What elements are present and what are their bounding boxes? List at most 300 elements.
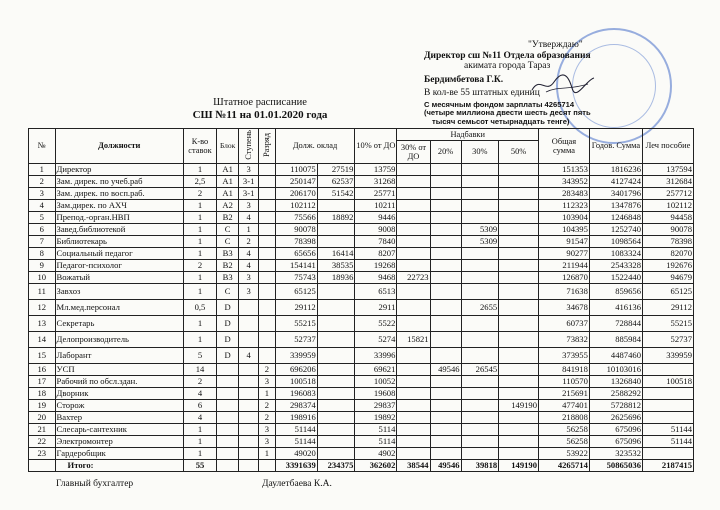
row-number: 4 [29, 200, 56, 212]
row-number: 23 [29, 448, 56, 460]
row-a30do [397, 412, 430, 424]
totals-a30do: 38544 [397, 460, 430, 472]
row-number: 9 [29, 260, 56, 272]
row-a30do [397, 436, 430, 448]
row-grade [259, 284, 276, 300]
row-a20 [430, 164, 461, 176]
row-extra [317, 400, 355, 412]
row-number: 16 [29, 364, 56, 376]
row-position: Мл.мед.персонал [55, 300, 183, 316]
row-a50 [499, 236, 539, 248]
table-row [29, 400, 694, 412]
table-row [29, 248, 694, 260]
row-grade [259, 272, 276, 284]
row-block: А1 [217, 176, 239, 188]
row-a30 [461, 412, 499, 424]
row-a50 [499, 316, 539, 332]
table-row [29, 200, 694, 212]
row-a30 [461, 200, 499, 212]
row-a20 [430, 448, 461, 460]
row-block: С [217, 236, 239, 248]
row-count: 2 [183, 376, 216, 388]
row-ten-pct: 8207 [355, 248, 397, 260]
row-annual: 885984 [589, 332, 642, 348]
row-block: С [217, 284, 239, 300]
row-block [217, 364, 239, 376]
row-salary: 75566 [275, 212, 317, 224]
row-a30: 5309 [461, 236, 499, 248]
row-total: 60737 [539, 316, 590, 332]
row-a20 [430, 436, 461, 448]
row-salary: 339959 [275, 348, 317, 364]
row-total: 215691 [539, 388, 590, 400]
row-salary: 250147 [275, 176, 317, 188]
row-annual: 5728812 [589, 400, 642, 412]
row-treatment: 137594 [642, 164, 693, 176]
row-block: D [217, 348, 239, 364]
row-extra [317, 412, 355, 424]
row-count: 1 [183, 272, 216, 284]
totals-grade [259, 460, 276, 472]
row-a20 [430, 284, 461, 300]
row-level: 2 [239, 236, 259, 248]
row-total: 56258 [539, 424, 590, 436]
row-salary: 198916 [275, 412, 317, 424]
row-annual: 1326840 [589, 376, 642, 388]
row-extra [317, 236, 355, 248]
row-a20 [430, 300, 461, 316]
row-a50 [499, 424, 539, 436]
row-extra: 16414 [317, 248, 355, 260]
row-level: 3-1 [239, 176, 259, 188]
row-total: 91547 [539, 236, 590, 248]
row-total: 283483 [539, 188, 590, 200]
row-count: 6 [183, 400, 216, 412]
totals-block [217, 460, 239, 472]
row-count: 1 [183, 448, 216, 460]
row-a20 [430, 316, 461, 332]
row-number: 7 [29, 236, 56, 248]
row-treatment: 55215 [642, 316, 693, 332]
row-ten-pct: 69621 [355, 364, 397, 376]
row-extra: 38535 [317, 260, 355, 272]
approval-line-1: "Утверждаю" [528, 40, 583, 50]
row-annual: 1347876 [589, 200, 642, 212]
row-extra: 27519 [317, 164, 355, 176]
row-extra [317, 316, 355, 332]
row-a30do [397, 176, 430, 188]
row-level: 4 [239, 260, 259, 272]
row-a30do [397, 348, 430, 364]
row-total: 90277 [539, 248, 590, 260]
row-grade [259, 212, 276, 224]
row-total: 103904 [539, 212, 590, 224]
row-level [239, 316, 259, 332]
row-a30 [461, 436, 499, 448]
row-a20 [430, 200, 461, 212]
row-annual: 3401796 [589, 188, 642, 200]
row-a30: 2655 [461, 300, 499, 316]
row-position: Зам.дирек. по АХЧ [55, 200, 183, 212]
row-grade [259, 188, 276, 200]
row-extra [317, 436, 355, 448]
row-treatment: 102112 [642, 200, 693, 212]
row-position: Завхоз [55, 284, 183, 300]
row-a30 [461, 164, 499, 176]
row-position: Дворник [55, 388, 183, 400]
row-ten-pct: 10052 [355, 376, 397, 388]
totals-salary: 3391639 [275, 460, 317, 472]
row-treatment: 52737 [642, 332, 693, 348]
row-extra [317, 448, 355, 460]
table-row [29, 348, 694, 364]
table-row [29, 332, 694, 348]
row-a30do [397, 260, 430, 272]
row-number: 22 [29, 436, 56, 448]
row-total: 126870 [539, 272, 590, 284]
row-a20 [430, 212, 461, 224]
title-line-1: Штатное расписание [213, 97, 307, 108]
row-number: 15 [29, 348, 56, 364]
row-a50 [499, 376, 539, 388]
row-total: 343952 [539, 176, 590, 188]
row-a30do [397, 316, 430, 332]
row-a30 [461, 332, 499, 348]
header-level [239, 129, 259, 164]
row-block: А1 [217, 164, 239, 176]
totals-level [239, 460, 259, 472]
row-salary: 65125 [275, 284, 317, 300]
row-a20 [430, 332, 461, 348]
row-level: 4 [239, 212, 259, 224]
table-row [29, 412, 694, 424]
row-annual: 1083324 [589, 248, 642, 260]
row-a20 [430, 236, 461, 248]
row-annual: 728844 [589, 316, 642, 332]
row-a30 [461, 388, 499, 400]
row-level [239, 424, 259, 436]
header-row-1 [29, 129, 694, 141]
accountant-name: Даулетбаева К.А. [262, 479, 332, 489]
row-salary: 110075 [275, 164, 317, 176]
row-extra [317, 224, 355, 236]
row-total: 110570 [539, 376, 590, 388]
row-count: 5 [183, 348, 216, 364]
row-a30 [461, 348, 499, 364]
row-block: С [217, 224, 239, 236]
row-annual: 4127424 [589, 176, 642, 188]
row-block: В3 [217, 248, 239, 260]
row-count: 1 [183, 200, 216, 212]
row-a30 [461, 400, 499, 412]
row-a30 [461, 376, 499, 388]
row-number: 3 [29, 188, 56, 200]
row-block: В2 [217, 212, 239, 224]
row-number: 21 [29, 424, 56, 436]
row-salary: 154141 [275, 260, 317, 272]
row-block [217, 400, 239, 412]
totals-count: 55 [183, 460, 216, 472]
row-a50 [499, 284, 539, 300]
table-row [29, 164, 694, 176]
row-a30do [397, 236, 430, 248]
row-extra: 62537 [317, 176, 355, 188]
row-salary: 52737 [275, 332, 317, 348]
row-a50 [499, 212, 539, 224]
row-ten-pct: 5274 [355, 332, 397, 348]
row-total: 841918 [539, 364, 590, 376]
row-annual: 4487460 [589, 348, 642, 364]
row-salary: 78398 [275, 236, 317, 248]
row-extra [317, 348, 355, 364]
row-grade: 2 [259, 364, 276, 376]
row-a50 [499, 448, 539, 460]
row-position: Сторож [55, 400, 183, 412]
row-position: Зам. дирек. по восп.раб. [55, 188, 183, 200]
row-treatment: 312684 [642, 176, 693, 188]
row-a20 [430, 376, 461, 388]
row-level [239, 364, 259, 376]
table-row [29, 436, 694, 448]
row-salary: 102112 [275, 200, 317, 212]
row-position: Лаборант [55, 348, 183, 364]
row-ten-pct: 31268 [355, 176, 397, 188]
row-a50 [499, 260, 539, 272]
row-treatment: 29112 [642, 300, 693, 316]
row-block: В3 [217, 272, 239, 284]
row-block: D [217, 332, 239, 348]
row-grade [259, 316, 276, 332]
row-ten-pct: 6513 [355, 284, 397, 300]
table-row [29, 188, 694, 200]
row-level: 3-1 [239, 188, 259, 200]
row-treatment: 94679 [642, 272, 693, 284]
row-block [217, 448, 239, 460]
totals-row [29, 460, 694, 472]
row-a20: 49546 [430, 364, 461, 376]
row-ten-pct: 9008 [355, 224, 397, 236]
row-level: 3 [239, 200, 259, 212]
row-position: Вожатый [55, 272, 183, 284]
row-number: 11 [29, 284, 56, 300]
row-salary: 49020 [275, 448, 317, 460]
row-a30do: 15821 [397, 332, 430, 348]
row-treatment: 192676 [642, 260, 693, 272]
row-salary: 206170 [275, 188, 317, 200]
row-ten-pct: 5114 [355, 436, 397, 448]
totals-a30: 39818 [461, 460, 499, 472]
row-block: D [217, 300, 239, 316]
row-level [239, 388, 259, 400]
header-treatment: Леч пособие [642, 129, 693, 164]
row-extra: 18892 [317, 212, 355, 224]
row-salary: 298374 [275, 400, 317, 412]
row-grade [259, 236, 276, 248]
row-salary: 51144 [275, 424, 317, 436]
header-grade-label: Разряд [262, 132, 272, 157]
row-grade [259, 248, 276, 260]
row-total: 112323 [539, 200, 590, 212]
row-block [217, 424, 239, 436]
totals-annual: 50865036 [589, 460, 642, 472]
row-a50: 149190 [499, 400, 539, 412]
row-annual: 1252740 [589, 224, 642, 236]
row-count: 1 [183, 164, 216, 176]
row-level [239, 332, 259, 348]
row-number: 13 [29, 316, 56, 332]
row-a30do [397, 248, 430, 260]
table-row [29, 448, 694, 460]
row-number: 2 [29, 176, 56, 188]
row-annual: 859656 [589, 284, 642, 300]
row-level [239, 376, 259, 388]
header-ten-pct: 10% от ДО [355, 129, 397, 164]
row-count: 0,5 [183, 300, 216, 316]
row-extra [317, 388, 355, 400]
table-row [29, 316, 694, 332]
header-annual: Годов. Сумма [589, 129, 642, 164]
row-a30 [461, 176, 499, 188]
row-treatment: 100518 [642, 376, 693, 388]
row-a30 [461, 448, 499, 460]
row-annual: 2625696 [589, 412, 642, 424]
table-row [29, 284, 694, 300]
row-block: А1 [217, 188, 239, 200]
approval-line-2: Директор сш №11 Отдела образования [424, 50, 591, 61]
row-grade: 1 [259, 448, 276, 460]
row-a20 [430, 248, 461, 260]
row-grade [259, 332, 276, 348]
row-a30 [461, 188, 499, 200]
table-row [29, 260, 694, 272]
row-a30do [397, 448, 430, 460]
row-a30do [397, 388, 430, 400]
row-extra [317, 300, 355, 316]
row-total: 211944 [539, 260, 590, 272]
totals-ten: 362602 [355, 460, 397, 472]
row-annual: 2543328 [589, 260, 642, 272]
row-total: 104395 [539, 224, 590, 236]
row-total: 34678 [539, 300, 590, 316]
row-count: 2 [183, 260, 216, 272]
row-level: 3 [239, 164, 259, 176]
approval-line-3: акимата города Тараз [464, 61, 551, 71]
row-a30 [461, 424, 499, 436]
header-a20: 20% [430, 141, 461, 164]
row-a20 [430, 424, 461, 436]
row-ten-pct: 7840 [355, 236, 397, 248]
row-extra: 18936 [317, 272, 355, 284]
row-a30do [397, 224, 430, 236]
row-extra [317, 376, 355, 388]
document-title [150, 97, 370, 121]
row-a30do [397, 188, 430, 200]
row-position: Секретарь [55, 316, 183, 332]
row-total: 71638 [539, 284, 590, 300]
row-a30do [397, 164, 430, 176]
row-total: 56258 [539, 436, 590, 448]
row-ten-pct: 13759 [355, 164, 397, 176]
row-annual: 1246848 [589, 212, 642, 224]
staff-table [28, 128, 694, 472]
row-salary: 90078 [275, 224, 317, 236]
row-extra: 51542 [317, 188, 355, 200]
totals-num [29, 460, 56, 472]
row-annual: 1816236 [589, 164, 642, 176]
row-position: Электромонтер [55, 436, 183, 448]
row-grade: 2 [259, 400, 276, 412]
row-position: УСП [55, 364, 183, 376]
row-a20 [430, 176, 461, 188]
row-block: А2 [217, 200, 239, 212]
row-number: 1 [29, 164, 56, 176]
row-count: 1 [183, 212, 216, 224]
row-ten-pct: 19608 [355, 388, 397, 400]
row-ten-pct: 19892 [355, 412, 397, 424]
approval-line-7: (четыре миллиона двести шесть десят пять [424, 108, 591, 118]
row-treatment: 90078 [642, 224, 693, 236]
row-a30do [397, 284, 430, 300]
row-ten-pct: 33996 [355, 348, 397, 364]
row-extra [317, 424, 355, 436]
row-salary: 696206 [275, 364, 317, 376]
row-a50 [499, 364, 539, 376]
row-annual: 1522440 [589, 272, 642, 284]
row-a50 [499, 176, 539, 188]
row-grade [259, 176, 276, 188]
row-treatment: 51144 [642, 436, 693, 448]
row-number: 8 [29, 248, 56, 260]
row-block [217, 388, 239, 400]
row-position: Рабочий по обсл.здан. [55, 376, 183, 388]
row-annual: 323532 [589, 448, 642, 460]
row-position: Педагог-психолог [55, 260, 183, 272]
approval-block [424, 40, 664, 126]
row-ten-pct: 25771 [355, 188, 397, 200]
row-level: 3 [239, 284, 259, 300]
row-grade: 3 [259, 376, 276, 388]
row-a30do: 22723 [397, 272, 430, 284]
row-treatment: 65125 [642, 284, 693, 300]
row-a30 [461, 272, 499, 284]
totals-label: Итого: [55, 460, 183, 472]
row-a30 [461, 248, 499, 260]
row-count: 14 [183, 364, 216, 376]
row-a30 [461, 316, 499, 332]
table-row [29, 364, 694, 376]
row-a20 [430, 388, 461, 400]
row-salary: 196083 [275, 388, 317, 400]
row-a50 [499, 436, 539, 448]
row-ten-pct: 9468 [355, 272, 397, 284]
row-a50 [499, 164, 539, 176]
row-total: 151353 [539, 164, 590, 176]
table-row [29, 300, 694, 316]
row-salary: 29112 [275, 300, 317, 316]
header-total: Общая сумма [539, 129, 590, 164]
row-treatment: 82070 [642, 248, 693, 260]
row-total: 53922 [539, 448, 590, 460]
row-a30do [397, 376, 430, 388]
row-ten-pct: 5522 [355, 316, 397, 332]
row-a30: 5309 [461, 224, 499, 236]
row-a20 [430, 412, 461, 424]
row-a50 [499, 248, 539, 260]
row-ten-pct: 29837 [355, 400, 397, 412]
table-row [29, 224, 694, 236]
row-annual: 675096 [589, 436, 642, 448]
header-grade [259, 129, 276, 164]
